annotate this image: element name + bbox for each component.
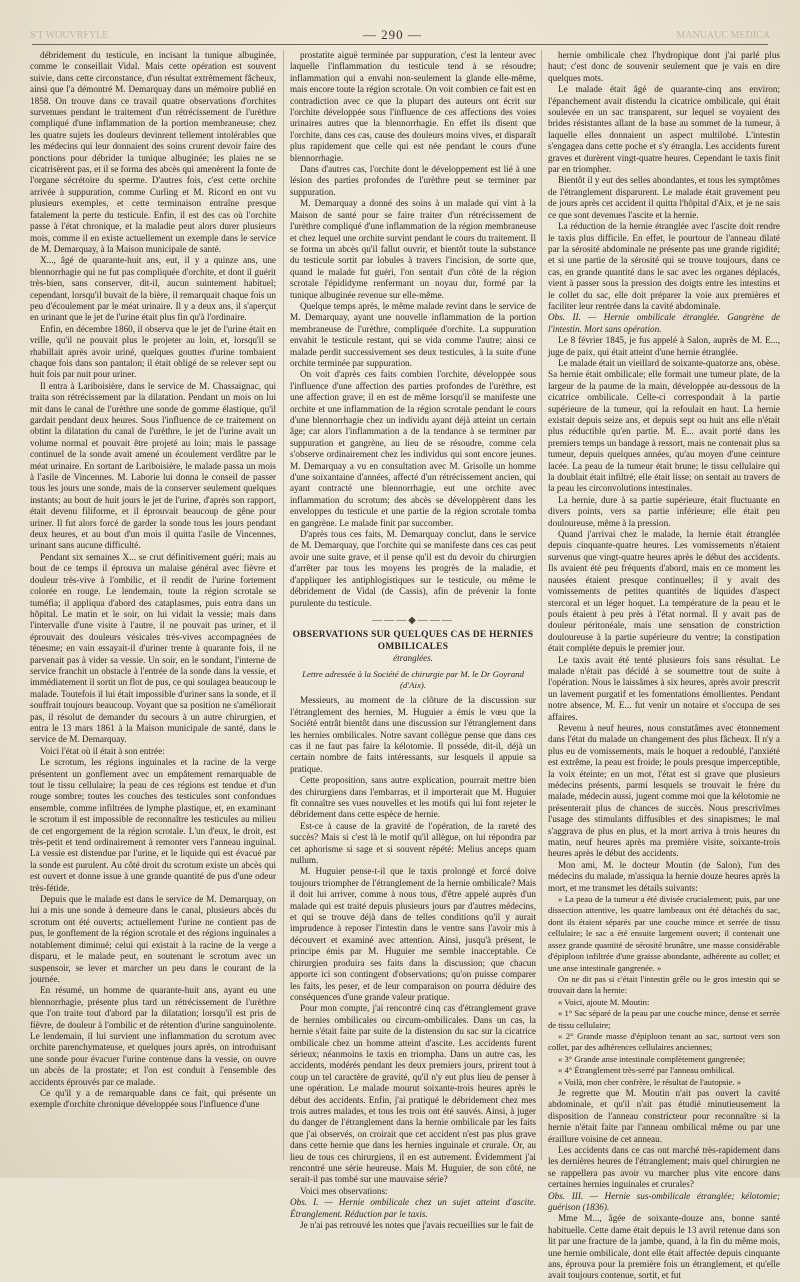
paragraph: prostatite aiguë terminée par suppuration, c'est la lenteur avec laquelle l'inflammation du testicule tend à se résoudre; inflammation qui a envahi non-seulement la glande elle-même, mais encore toute la région scrotale. On voit combien ce fait est en contradiction avec ce que la plupart des auteurs ont écrit sur l'orchite développée sous l'influence de ces affections des voies urinaires autres que la blennorrhagie. En effet ils disent que l'orchite, dans ces cas, cause des douleurs moins vives, et disparaît plus rapidement que celle qui est née pendant le cours d'une blennorrhagie.: [290, 50, 536, 163]
paragraph: Mon ami, M. le docteur Moutin (de Salon), l'un des médecins du malade, m'assiqua la hernie douze heures après la mort, et me transmet les détails suivants:: [548, 859, 780, 893]
paragraph: Pendant six semaines X... se crut définitivement guéri; mais au bout de ce temps il éprouva un malaise général avec fièvre et douleur très-vive à l'ombilic, et il rendit de l'urine fortement colorée en rouge. Le lendemain, toute la région scrotale se tuméfia; il appliqua d'abord des cataplasmes, puis entra dans un hôpital. Le matin et le soir, on lui vidait la vessie; mais dans l'intervalle d'une visite à l'autre, il ne pouvait pas uriner, et il éprouvait des douleurs vésicales très-vives accompagnées de ténesme; en vain essayait-il d'uriner trente à quarante fois, il ne parvenait pas à vider sa vessie. Un soir, en le sondant, l'interne de service franchit un obstacle à l'entrée de la sonde dans la vessie, et immédiatement il sortit un flot de pus, ce qui soulagea beaucoup le malade. Toutefois il lui était impossible d'uriner sans la sonde, et il souffrait toujours beaucoup. Voyant que sa position ne s'améliorait pas, il résolut de demander du secours à un autre chirurgien, et entra le 13 mars 1861 à la Maison municipale de santé, dans le service de M. Demarquay.: [30, 551, 276, 745]
paragraph: Voici mes observations:: [300, 1185, 388, 1196]
paragraph: « Voici, ajoute M. Moutin:: [558, 996, 650, 1007]
paragraph: hernie ombilicale chez l'hydropique dont j'ai parlé plus haut; c'est donc de souvenir seulement que je vais en dire quelques mots.: [548, 50, 780, 83]
paragraph: Quand j'arrivai chez le malade, la hernie était étranglée depuis cinquante-quatre heures. Les vomissements n'étaient survenus que vingt-quatre heures après le début des accidents. Ils avaient été peu fréquents d'abord, mais en ce moment les nausées étaient presque continuelles; il y avait des vomissements de petites quantités de liquides d'aspect stercoral et un léger hoquet. La température de la peau et le pouls étaient à peu près à l'état normal. Il y avait pas de douleur péritonéale, mais une sensation de constriction douloureuse à la partie supérieure du ventre; la constipation était complète depuis le premier jour.: [548, 529, 780, 654]
paragraph: Il entra à Lariboisière, dans le service de M. Chassaignac, qui traita son rétrécissement par la dilatation. Pendant un mois on lui mit dans le canal de l'urèthre une sonde de gomme élastique, qu'il gardait pendant deux heures. Sous l'influence de ce traitement on obtint la dilatation du canal de l'urèthre, le jet de l'urine avait un volume normal et pouvait être projeté au loin; mais le passage continuel de la sonde avait amené un écoulement verdâtre par le méat urinaire. En sortant de Lariboisière, le malade passa un mois à l'asile de Vincennes. M. Laborie lui donna le conseil de passer tous les jours une sonde, mais de la conserver seulement quelques instants; au bout de huit jours le jet de l'urine, d'après son rapport, était devenu filiforme, et il éprouvait beaucoup de gêne pour uriner. Il fut alors forcé de garder la sonde tous les jours pendant deux heures, et au bout d'un mois il quitta l'asile de Vincennes, urinant sans aucune difficulté.: [30, 380, 276, 551]
paragraph: Pour mon compte, j'ai rencontré cinq cas d'étranglement grave de hernies ombilicales ou circum-ombilicales. Dans un cas, la hernie s'était faite par suite de la distension du sac sur la cicatrice ombilicale chez un homme atteint d'ascite. Les accidents furent sérieux; néanmoins le taxis en triompha. Dans un autre cas, les accidents, modérés pendant les deux premiers jours, prirent tout à coup un tel caractère de gravité, qu'il n'y eut plus lieu de penser à une opération. Le malade mourut soixante-trois heures après le début des accidents. Enfin, j'ai pratiqué le débridement chez mes trois autres malades, et tous les trois ont été sauvés. Ainsi, à juger du danger de l'étranglement dans la hernie ombilicale par les faits que j'ai observés, on croirait que cet accident n'est pas plus grave dans cette hernie que dans les hernies inguinale et crurale. Or, au lieu de tous ces chirurgiens, il en est autrement. Évidemment j'ai rencontré une série heureuse. Mais M. Huguier, de son côté, ne serait-il pas tombé sur une mauvaise série?: [290, 1003, 536, 1185]
column-right: [548, 50, 780, 1281]
column-divider: [541, 50, 542, 1160]
paragraph: La hernie, dure à sa partie supérieure, était fluctuante en divers points, vers sa partie inférieure; elle était peu douloureuse, même à la pression.: [548, 494, 780, 528]
page-header: [30, 26, 770, 44]
paragraph: Voici l'état où il était à son entrée:: [40, 745, 165, 756]
paragraph: Cette proposition, sans autre explication, pourrait mettre bien des chirurgiens dans l'embarras, et il importerait que M. Huguier fît connaître ses vues nouvelles et les motifs qui lui font rejeter le débridement dans cette espèce de hernie.: [290, 775, 536, 820]
observation-heading: Obs. II. — Hernie ombilicale étranglée. Gangrène de l'intestin. Mort sans opération.: [548, 312, 780, 334]
paragraph: D'après tous ces faits, M. Demarquay conclut, dans le service de M. Demarquay, que l'orchite qui se manifeste dans ces cas peut avoir une suite grave, et il pense qu'il est du devoir du chirurgien d'arrêter par tous les moyens les progrès de la maladie, et d'appliquer les antiphlogistiques sur le testicule, ou même le débridement de Vidal (de Cassis), afin de prévenir la fonte purulente du testicule.: [290, 529, 536, 608]
paragraph: Bientôt il y eut des selles abondantes, et tous les symptômes de l'étranglement disparurent. Le malade était gravement peu de jours après cet accident il quitta l'hôpital d'Aix, et je ne sais ce que sont devenues l'ascite et la hernie.: [548, 175, 780, 220]
list-item: « 4° Étranglement très-serré par l'anneau ombilical.: [558, 1065, 736, 1076]
column-divider: [283, 50, 284, 1160]
paragraph: M. Demarquay a donné des soins à un malade qui vint à la Maison de santé pour se faire traiter d'un rétrécissement de l'urèthre compliqué d'une inflammation de la région membraneuse et chez lequel une orchite survint pendant le cours du traitement. Il se forma un abcès qu'il fallut ouvrir, et bientôt toute la substance du testicule sortit par lobules à travers l'incision, de sorte que, quand le malade fut guéri, l'on sentait d'un côté de la région scrotale l'épididyme renfermant un noyau dur, formé par la tunique albuginée revenue sur elle-même.: [290, 198, 536, 300]
section-title: OBSERVATIONS SUR QUELQUES CAS DE HERNIES OMBILICALES: [292, 630, 534, 652]
paragraph: Les accidents dans ce cas ont marché très-rapidement dans les dernières heures de l'étranglement; mais quel chirurgien ne se rappellera pas avoir vu marcher plus vite encore dans certaines hernies inguinales et crurales?: [548, 1145, 780, 1190]
column-middle: [290, 50, 536, 1231]
paragraph: Depuis que le malade est dans le service de M. Demarquay, on lui a mis une sonde à demeure dans le canal, plusieurs abcès du scrotum ont été ouverts; actuellement l'urine ne contient pas de pus, le gonflement de la région scrotale et des régions inguinales a notablement diminué; celui qui existait à la racine de la verge a disparu, et le malade peut, en soutenant le scrotum avec un suspensoir, se lever et marcher un peu dans le courant de la journée.: [30, 894, 276, 984]
paragraph: Revenu à neuf heures, nous constatâmes avec étonnement dans l'état du malade un changement des plus fâcheux. Il n'y a plus eu de vomissements, mais le hoquet a redoublé, l'anxiété est extrême, la peau est froide; le pouls presque imperceptible, la voix éteinte; en un mot, l'état est si grave que plusieurs médecins présents, parmi lesquels se trouvait le frère du malade, médecin aussi, jugent comme moi que la kélotomie ne présenterait plus de chances de succès. Nous prescrivîmes l'usage des stimulants diffusibles et des sinapismes; le mal s'aggrava de plus en plus, et la mort arriva à trois heures du matin, neuf heures après ma première visite, soixante-trois heures après le début des accidents.: [548, 722, 780, 859]
letter-address: Lettre adressée à la Société de chirurgie par M. le Dr Goyrand (d'Aix).: [302, 668, 524, 690]
section-subtitle: étranglées.: [393, 653, 433, 664]
paragraph: Je n'ai pas retrouvé les notes que j'avais recueillies sur le fait de: [300, 1220, 534, 1231]
header-rule: [32, 44, 768, 45]
section-ornament: ———◆———: [372, 614, 454, 626]
list-item: « 3° Grande anse intestinale complètement gangrenée;: [558, 1053, 746, 1064]
paragraph: On ne dit pas si c'était l'intestin grêle ou le gros intestin qui se trouvait dans la hernie:: [548, 973, 780, 996]
paragraph: Quelque temps après, le même malade revint dans le service de M. Demarquay, ayant une nouvelle inflammation de la portion membraneuse de l'urèthre, compliquée d'orchite. La suppuration envahit le testicule restant, qui se vida comme l'autre; ainsi ce malade perdit successivement ses deux testicules, à la suite d'une orchite terminée par suppuration.: [290, 300, 536, 368]
paragraph: La réduction de la hernie étranglée avec l'ascite doit rendre le taxis plus difficile. En effet, le pourtour de l'anneau dilaté par la sérosité abdominale ne présente pas une grande rigidité; et si une partie de la sérosité qui se trouve toujours, dans ce cas, en grande quantité dans le sac avec les organes déplacés, vient à passer sous la pression des doigts entre les intestins et le collet du sac, elle doit préparer la voie aux premières et faciliter leur rentrée dans la cavité abdominale.: [548, 221, 780, 311]
paragraph: Mme M..., âgée de soixante-douze ans, bonne santé habituelle. Cette dame était depuis le 13 avril retenue dans son lit par une fracture de la jambe, quand, à la fin du même mois, une hernie ombilicale, dont elle était affectée depuis cinquante ans, éprouva pour la première fois un étranglement, et qu'elle avait toujours contenue, sortit, et fut: [548, 1213, 780, 1281]
paragraph: Le taxis avait été tenté plusieurs fois sans résultat. Le malade n'était pas décidé à se soumettre tout de suite à l'opération. Nous le laissâmes à six heures, après avoir prescrit un lavement purgatif et les fomentations émollientes. Pendant notre absence, M. E... fut venir un notaire et s'occupa de ses affaires.: [548, 654, 780, 722]
right-bleed-text: MANUAUC MEDICA: [676, 29, 770, 41]
observation-heading: Obs. I. — Hernie ombilicale chez un sujet atteint d'ascite. Étranglement. Réduction par le taxis.: [290, 1197, 536, 1219]
list-item: « Voilà, mon cher confrère, le résultat de l'autopsie. »: [558, 1076, 742, 1087]
paragraph: X..., âgé de quarante-huit ans, eut, il y a quinze ans, une blennorrhagie qui ne fut pas compliquée d'orchite, et dont il guérit très-bien, sans conserver, dit-il, aucun suintement habituel; cependant, lorsqu'il buvait de la bière, il remarquait chaque fois un peu d'écoulement par le méat urinaire. Il y a deux ans, il s'aperçut en urinant que le jet de l'urine était plus fin qu'à l'ordinaire.: [30, 255, 276, 323]
paragraph: M. Huguier pense-t-il que le taxis prolongé et forcé doive toujours triompher de l'étranglement de la hernie ombilicale? Mais il doit lui arriver, comme à nous tous, d'être appelé auprès d'un malade qui est traité depuis plusieurs jours par d'autres médecins, et qui se trouve déjà dans de telles conditions qu'il y aurait imprudence à reposer l'intestin dans le ventre sans l'avoir mis à découvert et examiné avec attention. Ainsi, jusqu'à présent, le principe émis par M. Huguier me semble inacceptable. Ce chirurgien produira ses faits dans la discussion; que chacun apporte ici son contingent d'observations; qu'on puisse comparer les faits, les peser, et de leur comparaison on pourra déduire des conséquences d'une grande valeur pratique.: [290, 866, 536, 1002]
paragraph: débridement du testicule, en incisant la tunique albuginée, comme le conseillait Vidal. Mais cette opération est souvent suivie, dans cette circonstance, d'un résultat extrêmement fâcheux, ainsi que l'a démontré M. Demarquay dans un mémoire publié en 1858. On trouve dans ce travail quatre observations d'orchites survenues pendant le traitement d'un rétrécissement de l'urèthre compliqué d'une inflammation de la portion membraneuse; chez les quatre sujets les douleurs devinrent tellement intolérables que les médecins qui leur donnaient des soins crurent devoir faire des ponctions pour débrider la tunique albuginée; les plaies ne se cicatrisèrent pas, et il se forma des abcès qui amenèrent la fonte de l'organe sécrétoire du sperme. D'autres fois, c'est cette orchite arrivée à suppuration, comme Curling et M. Ricord en ont vu plusieurs exemples, et cette terminaison entraîne presque fatalement la perte du testicule. Enfin, il est des cas où l'orchite passe à l'état chronique, et la maladie peut alors durer plusieurs mois, comme il en existe actuellement un exemple dans le service de M. Demarquay, à la Maison municipale de santé.: [30, 50, 276, 254]
paragraph: En résumé, un homme de quarante-huit ans, ayant eu une blennorrhagie, présente plus tard un rétrécissement de l'urèthre que l'on traite tout d'abord par la dilatation; lorsqu'il est pris de fièvre, de douleur à l'ombilic et de rétention d'urine sanguinolente. Le lendemain, il lui survient une inflammation du scrotum avec orchite parenchymateuse, et quelques jours après, on introduisant une sonde pour évacuer l'urine contenue dans la vessie, on ouvre un abcès de la prostate; et l'on est conduit à l'ensemble des accidents éprouvés par ce malade.: [30, 985, 276, 1087]
paragraph: Le malade était âgé de quarante-cinq ans environ; l'épanchement avait distendu la cicatrice ombilicale, qui était soulevée en un sac transparent, sur lequel se voyaient des brides résistantes allant de la base au sommet de la tumeur, à laquelle elles donnaient un aspect multilobé. L'intestin s'engagea dans cette poche et s'y étrangla. Les accidents furent graves et durèrent vingt-quatre heures. Cependant le taxis finit par en triompher.: [548, 84, 780, 175]
paragraph: Ce qu'il y a de remarquable dans ce fait, qui présente un exemple d'orchite chronique développée sous l'influence d'une: [30, 1087, 276, 1110]
paragraph: On voit d'après ces faits combien l'orchite, développée sous l'influence d'une affection des parties profondes de l'urèthre, est une affection grave; il en est de même lorsqu'il se manifeste une orchite et une inflammation de la région scrotale pendant le cours d'une blennorrhagie chez un individu ayant déjà atteint un certain âge; car alors l'inflammation a de la tendance à se terminer par suppuration et gangrène, au lieu de se résoudre, comme cela s'observe ordinairement chez les individus qui sont encore jeunes. M. Demarquay a vu en consultation avec M. Grisolle un homme d'une soixantaine d'années, affecté d'un rétrécissement ancien, qui ayant contracté une blennorrhagie, eut une orchite avec inflammation du scrotum; des abcès se développèrent dans les enveloppes du testicule et une partie de la région scrotale tomba en gangrène. Le malade finit par succomber.: [290, 369, 536, 528]
paragraph: Le scrotum, les régions inguinales et la racine de la verge présentent un gonflement avec un empâtement remarquable de tout le tissu cellulaire; la peau de ces régions est tendue et d'un rouge sombre; toutes les couches des testicules sont confondues ensemble, comme infiltrées de lymphe plastique, et, en examinant le scrotum il est impossible de reconnaître les testicules au milieu de cet engorgement de la région scrotale. L'un d'eux, le droit, est très-petit et tend ordinairement à remonter vers l'anneau inguinal. La vessie est distendue par l'urine, et le liquide qui est évacué par la sonde est purulent. Au côté droit du scrotum existe un abcès qui est ouvert et donne issue à une grande quantité de pus d'une odeur très-fétide.: [30, 757, 276, 893]
paragraph: Enfin, en décembre 1860, il observa que le jet de l'urine était en vrille, qu'il ne pouvait plus le projeter au loin, et, lorsqu'il se rhabillait après avoir uriné, quelques gouttes d'urine tombaient chaque fois dans son pantalon; il était obligé de se relever sept ou huit fois par nuit pour uriner.: [30, 323, 276, 380]
page-number: — 290 —: [362, 27, 422, 42]
paragraph: Dans d'autres cas, l'orchite dont le développement est lié à une lésion des parties profondes de l'urèthre peut se terminer par suppuration.: [290, 164, 536, 197]
observation-heading: Obs. III. — Hernie sus-ombilicale étranglée; kélotomie; guérison (1836).: [548, 1190, 780, 1213]
column-left: [30, 50, 276, 1160]
left-bleed-text: S'T WOUVRFYLE: [30, 29, 109, 41]
paragraph: Est-ce à cause de la gravité de l'opération, de la rareté des succès? Mais si c'est là le motif qu'il allègue, on lui répondra par cet aphorisme si sage et si souvent répété: Melius anceps quam nullum.: [290, 820, 536, 866]
paragraph: « La peau de la tumeur a été divisée crucialement; puis, par une dissection attentive, les quatre lambeaux ont été détachés du sac, dont ils étaient séparés par une couche mince et serrée de tissu cellulaire; le sac a été ensuite largement ouvert; il contenait une assez grande quantité de sérosité brunâtre, une masse considérable d'épiploon infiltrée d'une graisse abondante, adhérente au collet; et une anse intestinale gangrenée. »: [548, 894, 780, 973]
paragraph: Messieurs, au moment de la clôture de la discussion sur l'étranglement des hernies, M. Huguier a émis le vœu que la Société entrât bientôt dans une discussion sur l'étranglement dans les hernies ombilicales. Notre savant collègue pense que dans ces cas il ne faut pas faire la kélotomie. Il posséde, dit-il, déjà un certain nombre de faits intéressants, sur lesquels il appuie sa pratique.: [290, 695, 536, 774]
paragraph: Le malade était un vieillard de soixante-quatorze ans, obèse. Sa hernie était ombilicale; elle formait une tumeur plate, de la largeur de la paume de la main, développée au-dessous de la cicatrice ombilicale. Celle-ci correspondait à la partie supérieure de la tumeur, qui la refoulait en haut. La hernie existait depuis seize ans, et depuis sept ou huit ans elle n'était plus réductible qu'en partie. M. E... avait porté dans les premiers temps un bandage à ressort, mais ne contenait plus sa tumeur, depuis quelques années, qu'au moyen d'une ceinture lacée. La peau de la tumeur était brune; le tissu cellulaire qui la doublait était infiltré; elle était lisse; on sentait au travers de la peau les circonvolutions intestinales.: [548, 357, 780, 494]
list-item: « 1° Sac séparé de la peau par une couche mince, dense et serrée de tissu cellulaire;: [548, 1008, 780, 1030]
list-item: « 2° Grande masse d'épiploon tenant au sac, surtout vers son collet, par des adhérences cellulaires anciennes;: [548, 1030, 780, 1053]
paragraph: Je regrette que M. Moutin n'ait pas ouvert la cavité abdominale, et qu'il n'ait pas étudié minutieusement la disposition de l'anneau constricteur pour reconnaître si la hernie n'était faite par l'anneau ombilical même ou par une éraillure voisine de cet anneau.: [548, 1087, 780, 1144]
paragraph: Le 8 février 1845, je fus appelé à Salon, auprès de M. E..., juge de paix, qui était atteint d'une hernie étranglée.: [548, 335, 780, 357]
